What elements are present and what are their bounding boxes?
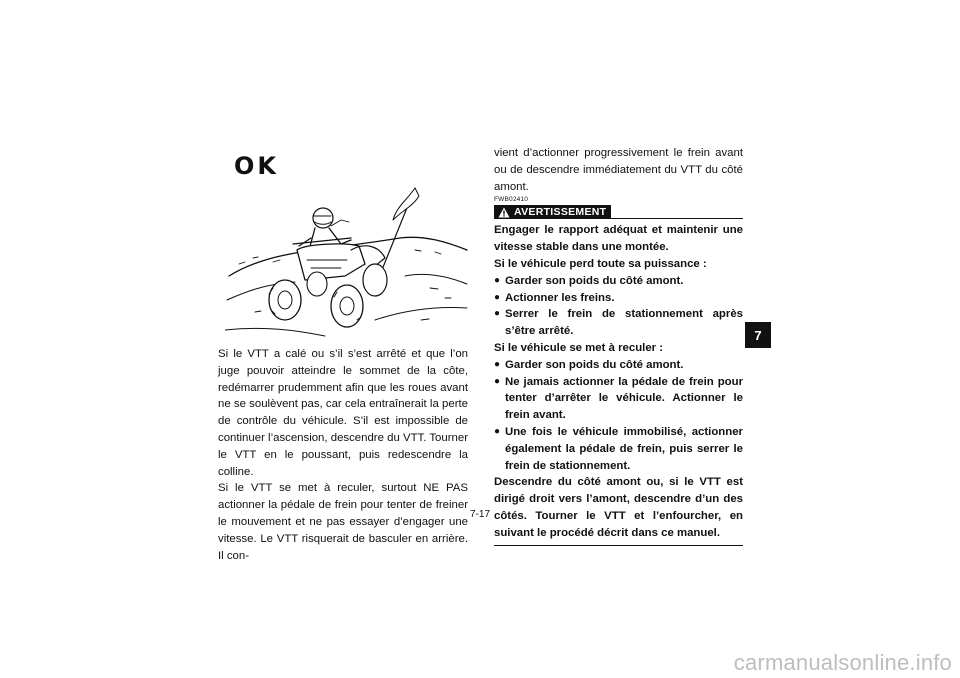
list-item-text: Actionner les freins. bbox=[505, 291, 615, 304]
list-item bbox=[494, 306, 743, 340]
list-item-text: Garder son poids du côté amont. bbox=[505, 274, 684, 287]
list-item bbox=[494, 374, 743, 424]
list-item bbox=[494, 357, 743, 374]
lost-power-heading: Si le véhicule perd toute sa puissance : bbox=[494, 257, 707, 270]
page-number: 7-17 bbox=[470, 509, 491, 520]
bullet-icon: ● bbox=[494, 274, 501, 286]
warning-header bbox=[494, 205, 743, 220]
stall-paragraph: Si le VTT a calé ou s’il s’est arrêté et que l’on juge pouvoir atteindre le sommet de la côte, redémarrer prudemment afin que les roues avant ne se soulèvent pas, car cela entraînerait la perte de contrôle du véhicule. S’il est impossible de continuer l’ascension, descendre du VTT. Tourner le VTT en le poussant, puis redescendre la colline. bbox=[218, 348, 468, 478]
list-item-text: Ne jamais actionner la pédale de frein pour tenter d’arrêter le véhicule. Actionner le frein avant. bbox=[505, 375, 743, 422]
rolling-back-heading: Si le véhicule se met à reculer : bbox=[494, 341, 664, 354]
left-text-column bbox=[218, 346, 468, 564]
bullet-icon: ● bbox=[494, 308, 501, 320]
ok-label: OK bbox=[234, 152, 279, 180]
atv-climbing-hill-illustration bbox=[225, 180, 470, 342]
chapter-tab: 7 bbox=[745, 322, 771, 348]
right-text-column bbox=[494, 145, 743, 546]
list-item-text: Une fois le véhicule immobilisé, actionner également la pédale de frein, puis serrer le frein de stationnement. bbox=[505, 425, 743, 472]
bullet-icon: ● bbox=[494, 358, 501, 370]
warning-body bbox=[494, 222, 743, 541]
list-item-text: Serrer le frein de stationnement après s’être arrêté. bbox=[505, 308, 743, 338]
continued-paragraph: vient d’actionner progressivement le frein avant ou de descendre immédiatement du VTT du côté amont. bbox=[494, 147, 743, 193]
warning-lead: Engager le rapport adéquat et maintenir une vitesse stable dans une montée. bbox=[494, 224, 743, 254]
warning-closing: Descendre du côté amont ou, si le VTT est dirigé droit vers l’amont, descendre d’un des côtés. Tourner le VTT et l’enfourcher, en suivant le procédé décrit dans ce manuel. bbox=[494, 476, 743, 539]
list-item bbox=[494, 273, 743, 290]
rollback-paragraph: Si le VTT se met à reculer, surtout NE PAS actionner la pédale de frein pour tenter de freiner le mouvement et ne pas essayer d’engager une vitesse. Le VTT risquerait de basculer en arrière. Il con- bbox=[218, 482, 468, 562]
reference-code: FWB02410 bbox=[494, 196, 529, 204]
watermark: carmanualsonline.info bbox=[733, 650, 952, 675]
warning-triangle-icon bbox=[498, 207, 510, 218]
list-item bbox=[494, 290, 743, 307]
list-item-text: Garder son poids du côté amont. bbox=[505, 358, 684, 371]
bullet-icon: ● bbox=[494, 425, 501, 437]
warning-badge bbox=[494, 205, 611, 219]
warning-label: AVERTISSEMENT bbox=[514, 206, 607, 218]
bullet-icon: ● bbox=[494, 375, 501, 387]
bullet-icon: ● bbox=[494, 291, 501, 303]
list-item bbox=[494, 424, 743, 474]
warning-end-rule bbox=[494, 545, 743, 546]
